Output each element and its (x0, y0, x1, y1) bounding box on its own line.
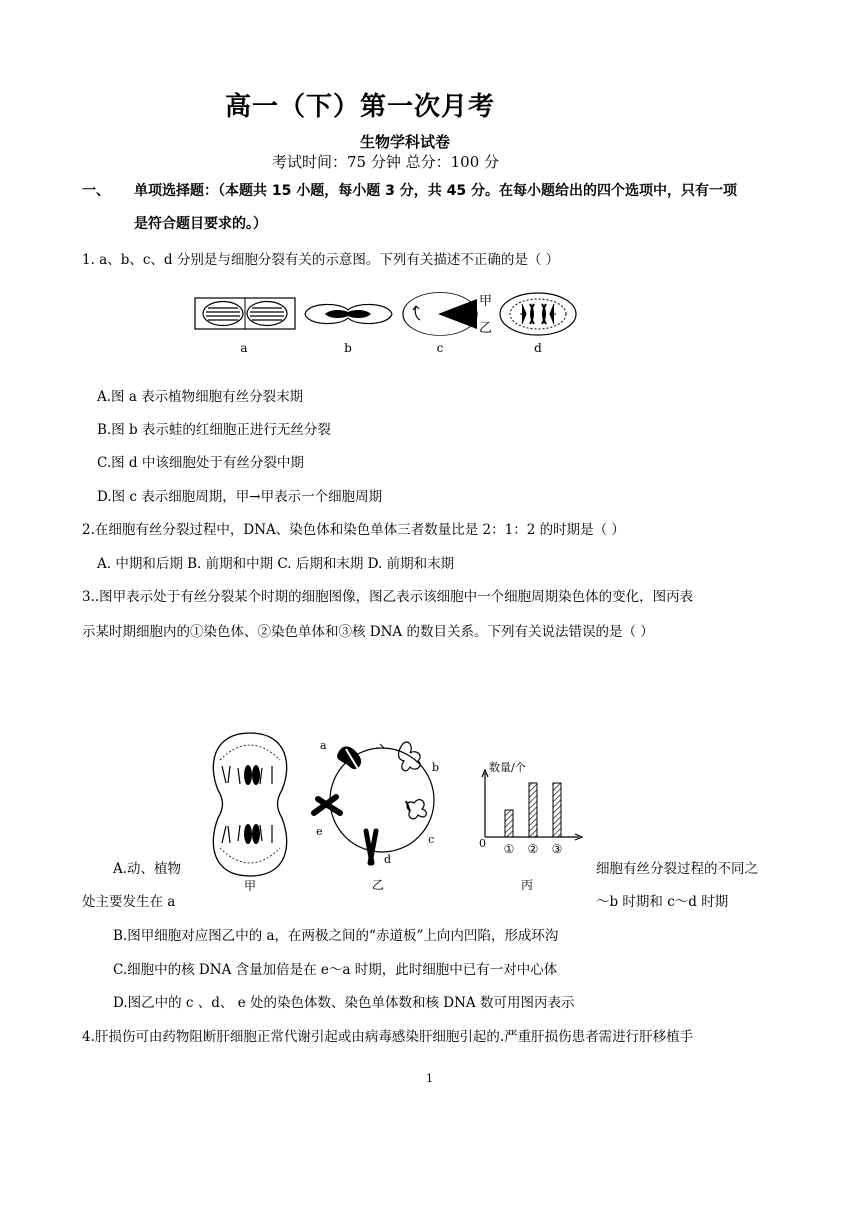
figure-d (500, 293, 576, 335)
chart-xlabels (504, 842, 563, 856)
section-instructions-line2: 是符合题目要求的。） (134, 216, 267, 232)
q1-figure (190, 288, 590, 358)
figure-b (305, 304, 392, 323)
cycle-label-b: b (432, 761, 440, 774)
figure-c (403, 293, 477, 336)
q3-figure-bing-chart (475, 755, 585, 895)
q3-option-a-part2: 细胞有丝分裂过程的不同之 (596, 861, 758, 877)
chart-xlabel-1: ① (503, 842, 515, 856)
q3-option-a-part3: 处主要发生在 a (82, 894, 176, 910)
chart-origin: 0 (479, 837, 486, 850)
fig-label-bing: 丙 (520, 878, 534, 892)
q3-stem-line1: 3..图甲表示处于有丝分裂某个时期的细胞图像，图乙表示该细胞中一个细胞周期染色体的变化，图丙表 (82, 589, 694, 605)
chart-bar-1 (505, 810, 513, 837)
subject-title: 生物学科试卷 (360, 133, 451, 151)
fig-label-yi: 乙 (371, 878, 385, 892)
chart-bar-3 (553, 783, 561, 837)
figure-a (195, 298, 295, 329)
q4-stem: 4.肝损伤可由药物阻断肝细胞正常代谢引起或由病毒感染肝细胞引起的.严重肝损伤患者需进行肝移植手 (82, 1029, 694, 1045)
fig-label-d: d (534, 341, 542, 355)
fig-label-c: c (436, 341, 444, 355)
chart-bar-2 (529, 783, 537, 837)
cycle-label-e: e (316, 825, 323, 838)
chart-xlabel-2: ② (527, 842, 539, 856)
fig-label-a: a (240, 341, 248, 355)
q3-option-a-part1: A.动、植物 (113, 861, 182, 877)
q3-figure-jia (200, 728, 300, 893)
cycle-label-c: c (428, 833, 435, 846)
label-yi: 乙 (479, 321, 493, 336)
q3-option-b: B.图甲细胞对应图乙中的 a，在两极之间的“赤道板”上向内凹陷，形成环沟 (113, 928, 559, 944)
q3-stem-line2: 示某时期细胞内的①染色体、②染色单体和③核 DNA 的数目关系。下列有关说法错误的是（ ） (82, 624, 654, 640)
chart-xlabel-3: ③ (551, 842, 563, 856)
q3-option-a-part4: ～b 时期和 c～d 时期 (596, 894, 729, 910)
q1-option-d: D.图 c 表示细胞周期，甲→甲表示一个细胞周期 (97, 489, 383, 505)
section-instructions-line1: 单项选择题：（本题共 15 小题，每小题 3 分，共 45 分。在每小题给出的四个选项中，只有一项 (134, 183, 737, 199)
q1-option-a: A.图 a 表示植物细胞有丝分裂末期 (97, 389, 304, 405)
label-jia: 甲 (479, 294, 493, 309)
q3-option-d: D.图乙中的 c 、d、 e 处的染色体数、染色单体数和核 DNA 数可用图丙表示 (113, 995, 575, 1011)
fig-label-jia: 甲 (243, 879, 257, 893)
q1-stem: 1. a、b、c、d 分别是与细胞分裂有关的示意图。下列有关描述不正确的是（ ） (82, 252, 560, 268)
q2-options: A. 中期和后期 B. 前期和中期 C. 后期和末期 D. 前期和末期 (97, 556, 455, 572)
q3-option-c: C.细胞中的核 DNA 含量加倍是在 e～a 时期，此时细胞中已有一对中心体 (113, 962, 558, 978)
cycle-label-d: d (384, 853, 392, 866)
exam-info: 考试时间：75 分钟 总分：100 分 (272, 153, 500, 171)
section-number: 一、 (82, 183, 110, 199)
fig-label-b: b (344, 341, 352, 355)
q3-figure-yi (310, 735, 460, 895)
q1-option-c: C.图 d 中该细胞处于有丝分裂中期 (97, 455, 304, 471)
chart-bars (505, 783, 561, 837)
q2-stem: 2.在细胞有丝分裂过程中，DNA、染色体和染色单体三者数量比是 2：1：2 的时期是（ ） (82, 522, 625, 538)
q1-option-b: B.图 b 表示蛙的红细胞正进行无丝分裂 (97, 422, 331, 438)
exam-title: 高一（下）第一次月考 (225, 92, 496, 122)
page-number: 1 (426, 1072, 433, 1085)
cycle-label-a: a (320, 739, 327, 752)
chart-ylabel: 数量/个 (489, 761, 526, 774)
